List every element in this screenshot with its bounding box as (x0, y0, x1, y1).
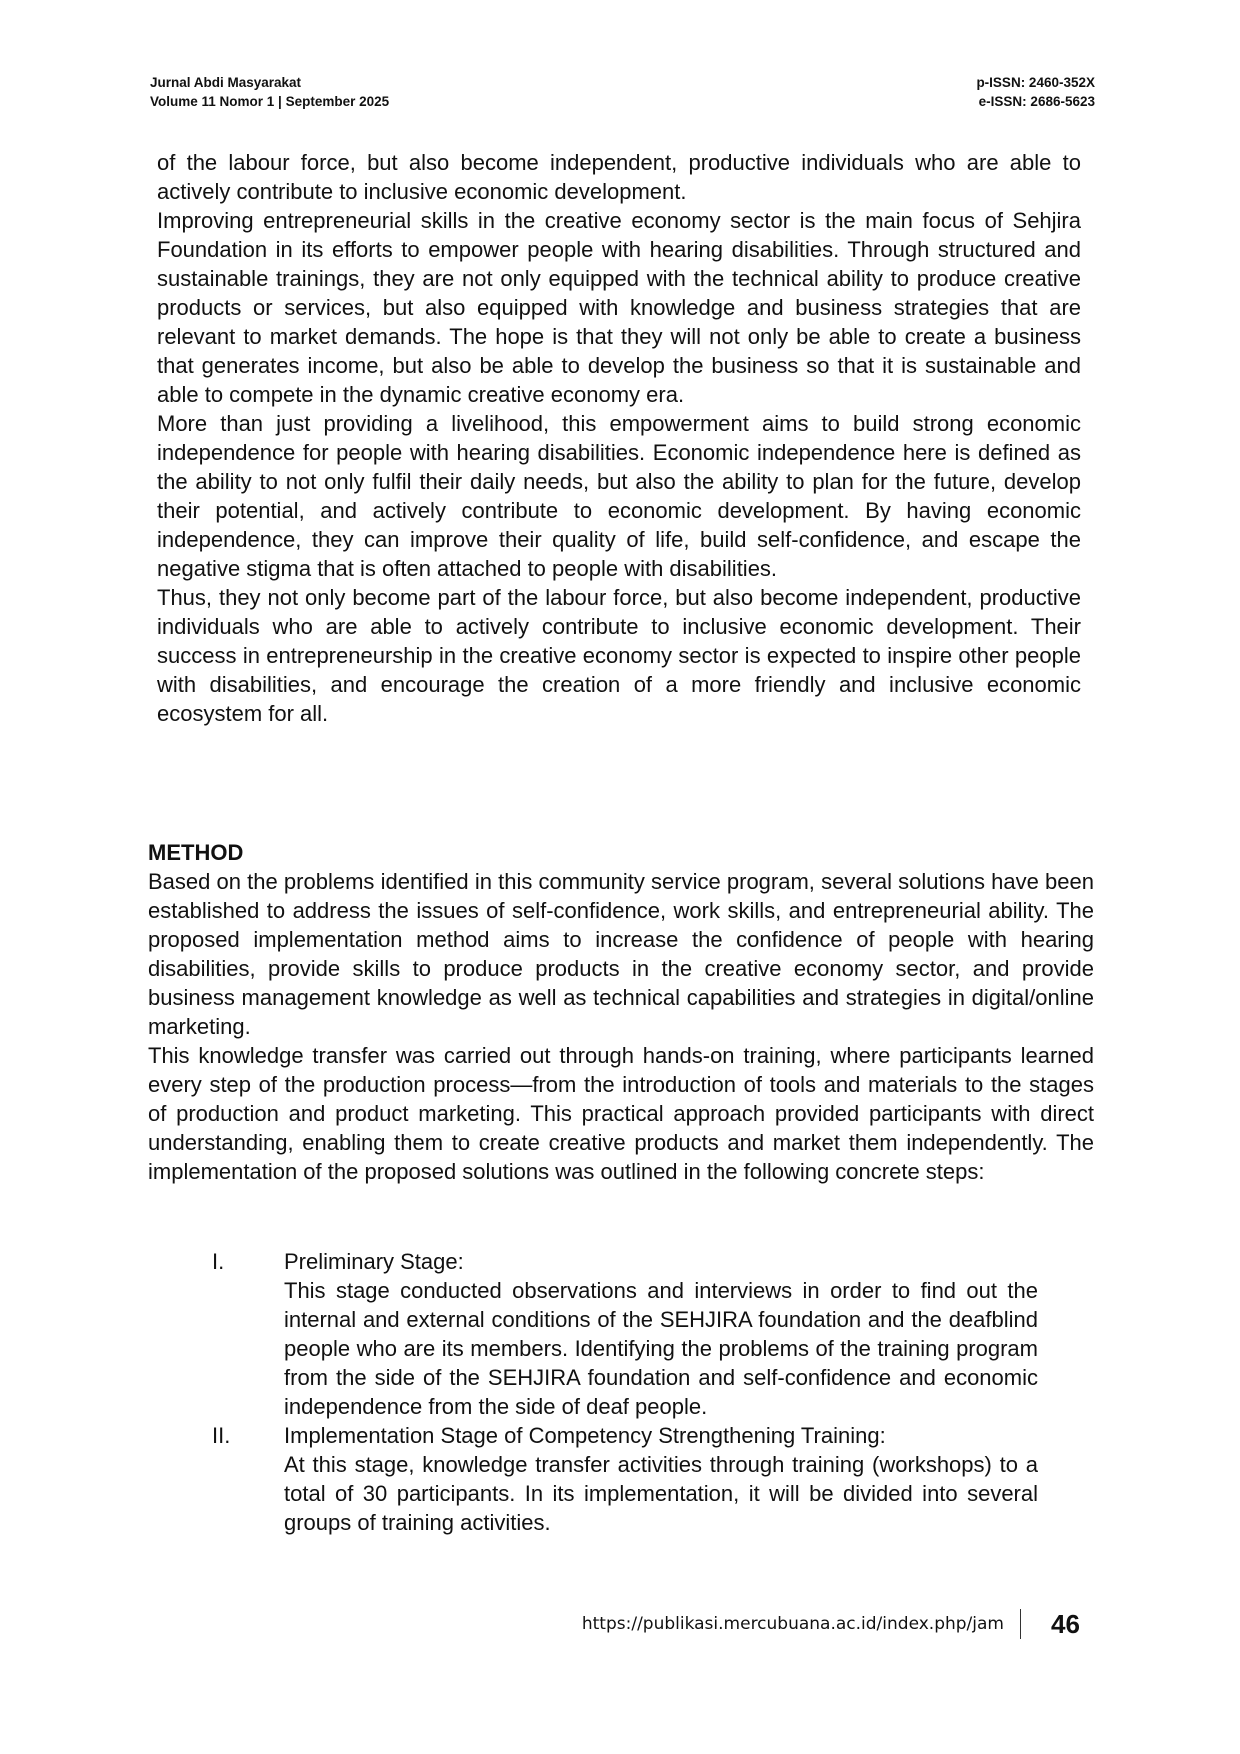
paragraph: of the labour force, but also become independent, productive individuals who are able to actively contribute to inclusive economic development. (157, 150, 1081, 204)
step-text: At this stage, knowledge transfer activities through training (workshops) to a total of 30 participants. In its implementation, it will be divided into several groups of training activities. (284, 1452, 1038, 1535)
step-content (284, 1247, 1038, 1421)
running-header-left (150, 73, 389, 111)
paragraph: Based on the problems identified in this community service program, several solutions have been established to address the issues of self-confidence, work skills, and entrepreneurial ability. The proposed implementation method aims to increase the confidence of people with hearing disabilities, provide skills to produce products in the creative economy sector, and provide business management knowledge as well as technical capabilities and strategies in digital/online marketing. (148, 869, 1094, 1039)
step-number: II. (212, 1423, 231, 1448)
running-header-right (976, 73, 1095, 111)
section-heading: METHOD (148, 840, 244, 865)
p-issn: p-ISSN: 2460-352X (976, 75, 1095, 90)
journal-volume: Volume 11 Nomor 1 | September 2025 (150, 94, 390, 109)
paragraph: Thus, they not only become part of the labour force, but also become independent, productive individuals who are able to actively contribute to inclusive economic development. Their success in entrepreneurship in the creative economy sector is expected to inspire other people with disabilities, and encourage the creation of a more friendly and inclusive economic ecosystem for all. (157, 585, 1081, 726)
step-number: I. (212, 1249, 225, 1274)
step-text: This stage conducted observations and interviews in order to find out the internal and external conditions of the SEHJIRA foundation and the deafblind people who are its members. Identifying the problems of the training program from the side of the SEHJIRA foundation and self-confidence and economic independence from the side of deaf people. (284, 1278, 1038, 1419)
journal-name: Jurnal Abdi Masyarakat (150, 75, 302, 90)
step-title: Implementation Stage of Competency Strengthening Training: (284, 1423, 886, 1448)
list-item (148, 1247, 1094, 1421)
page-number: 46 (1051, 1609, 1080, 1639)
journal-url-link[interactable]: https://publikasi.mercubuana.ac.id/index.php/jam (581, 1614, 1004, 1634)
step-content (284, 1421, 1038, 1537)
intro-section (157, 148, 1081, 728)
footer-divider (1020, 1609, 1021, 1639)
list-item (148, 1421, 1094, 1537)
e-issn: e-ISSN: 2686-5623 (978, 94, 1095, 109)
paragraph: Improving entrepreneurial skills in the creative economy sector is the main focus of Sehjira Foundation in its efforts to empower people with hearing disabilities. Through structured and sustainable trainings, they are not only equipped with the technical ability to produce creative products or services, but also equipped with knowledge and business strategies that are relevant to market demands. The hope is that they will not only be able to create a business that generates income, but also be able to develop the business so that it is sustainable and able to compete in the dynamic creative economy era. (157, 208, 1081, 407)
method-section (148, 838, 1094, 1186)
page-footer (0, 1609, 1240, 1641)
steps-list (148, 1247, 1094, 1537)
paragraph: This knowledge transfer was carried out through hands-on training, where participants learned every step of the production process—from the introduction of tools and materials to the stages of production and product marketing. This practical approach provided participants with direct understanding, enabling them to create creative products and market them independently. The implementation of the proposed solutions was outlined in the following concrete steps: (148, 1043, 1094, 1184)
step-title: Preliminary Stage: (284, 1249, 464, 1274)
paragraph: More than just providing a livelihood, this empowerment aims to build strong economic independence for people with hearing disabilities. Economic independence here is defined as the ability to not only fulfil their daily needs, but also the ability to plan for the future, develop their potential, and actively contribute to economic development. By having economic independence, they can improve their quality of life, build self-confidence, and escape the negative stigma that is often attached to people with disabilities. (157, 411, 1081, 581)
